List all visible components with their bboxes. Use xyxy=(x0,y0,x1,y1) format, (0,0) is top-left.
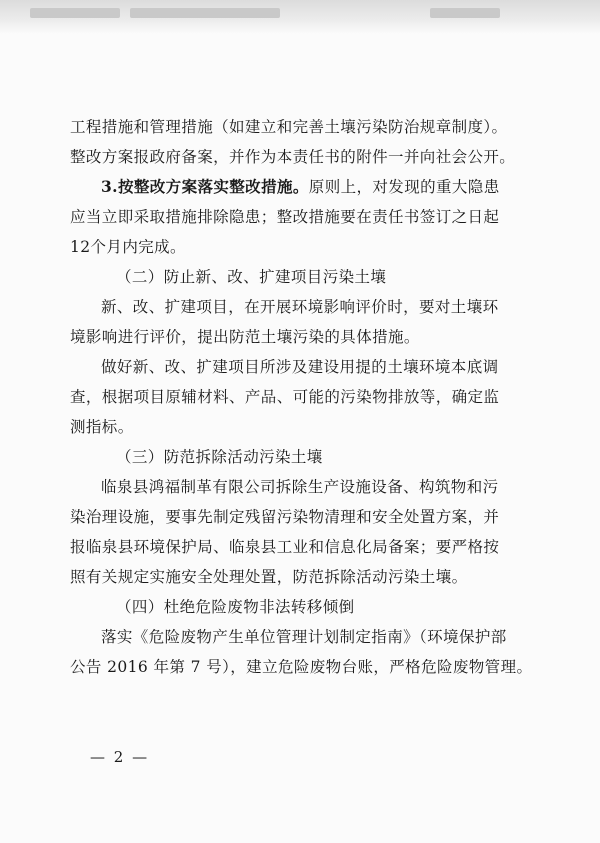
section-heading: （二）防止新、改、扩建项目污染土壤 xyxy=(116,268,387,286)
section-heading: （三）防范拆除活动污染土壤 xyxy=(116,448,323,466)
text-line: 测指标。 xyxy=(70,418,134,436)
body-text xyxy=(70,112,533,682)
text-line: 境影响进行评价，提出防范土壤污染的具体措施。 xyxy=(70,328,420,346)
text-line: 公告 2016 年第 7 号），建立危险废物台账，严格危险废物管理。 xyxy=(70,658,533,676)
text-line: 整改方案报政府备案，并作为本责任书的附件一并向社会公开。 xyxy=(70,148,516,166)
previous-page-bleed-through xyxy=(0,0,600,34)
text-line: 染治理设施，要事先制定残留污染物清理和安全处置方案，并 xyxy=(70,508,500,526)
item-text: 原则上，对发现的重大隐患 xyxy=(308,178,500,196)
text-line: 12个月内完成。 xyxy=(70,238,186,256)
text-line: 落实《危险废物产生单位管理计划制定指南》（环境保护部 xyxy=(101,628,507,646)
text-line xyxy=(70,172,530,202)
text-line: 应当立即采取措施排除隐患；整改措施要在责任书签订之日起 xyxy=(70,208,500,226)
text-line: 新、改、扩建项目，在开展环境影响评价时，要对土壤环 xyxy=(101,298,499,316)
text-line: 报临泉县环境保护局、临泉县工业和信息化局备案；要严格按 xyxy=(70,538,500,556)
item-lead-bold: 3.按整改方案落实整改措施。 xyxy=(101,177,309,196)
text-line: 工程措施和管理措施（如建立和完善土壤污染防治规章制度）。 xyxy=(70,118,508,136)
section-heading: （四）杜绝危险废物非法转移倾倒 xyxy=(116,598,355,616)
text-line: 做好新、改、扩建项目所涉及建设用提的土壤环境本底调 xyxy=(101,358,499,376)
page-number: — 2 — xyxy=(90,748,150,766)
text-line: 临泉县鸿福制革有限公司拆除生产设施设备、构筑物和污 xyxy=(101,478,499,496)
text-line: 查，根据项目原辅材料、产品、可能的污染物排放等，确定监 xyxy=(70,388,500,406)
text-line: 照有关规定实施安全处理处置，防范拆除活动污染土壤。 xyxy=(70,568,468,586)
